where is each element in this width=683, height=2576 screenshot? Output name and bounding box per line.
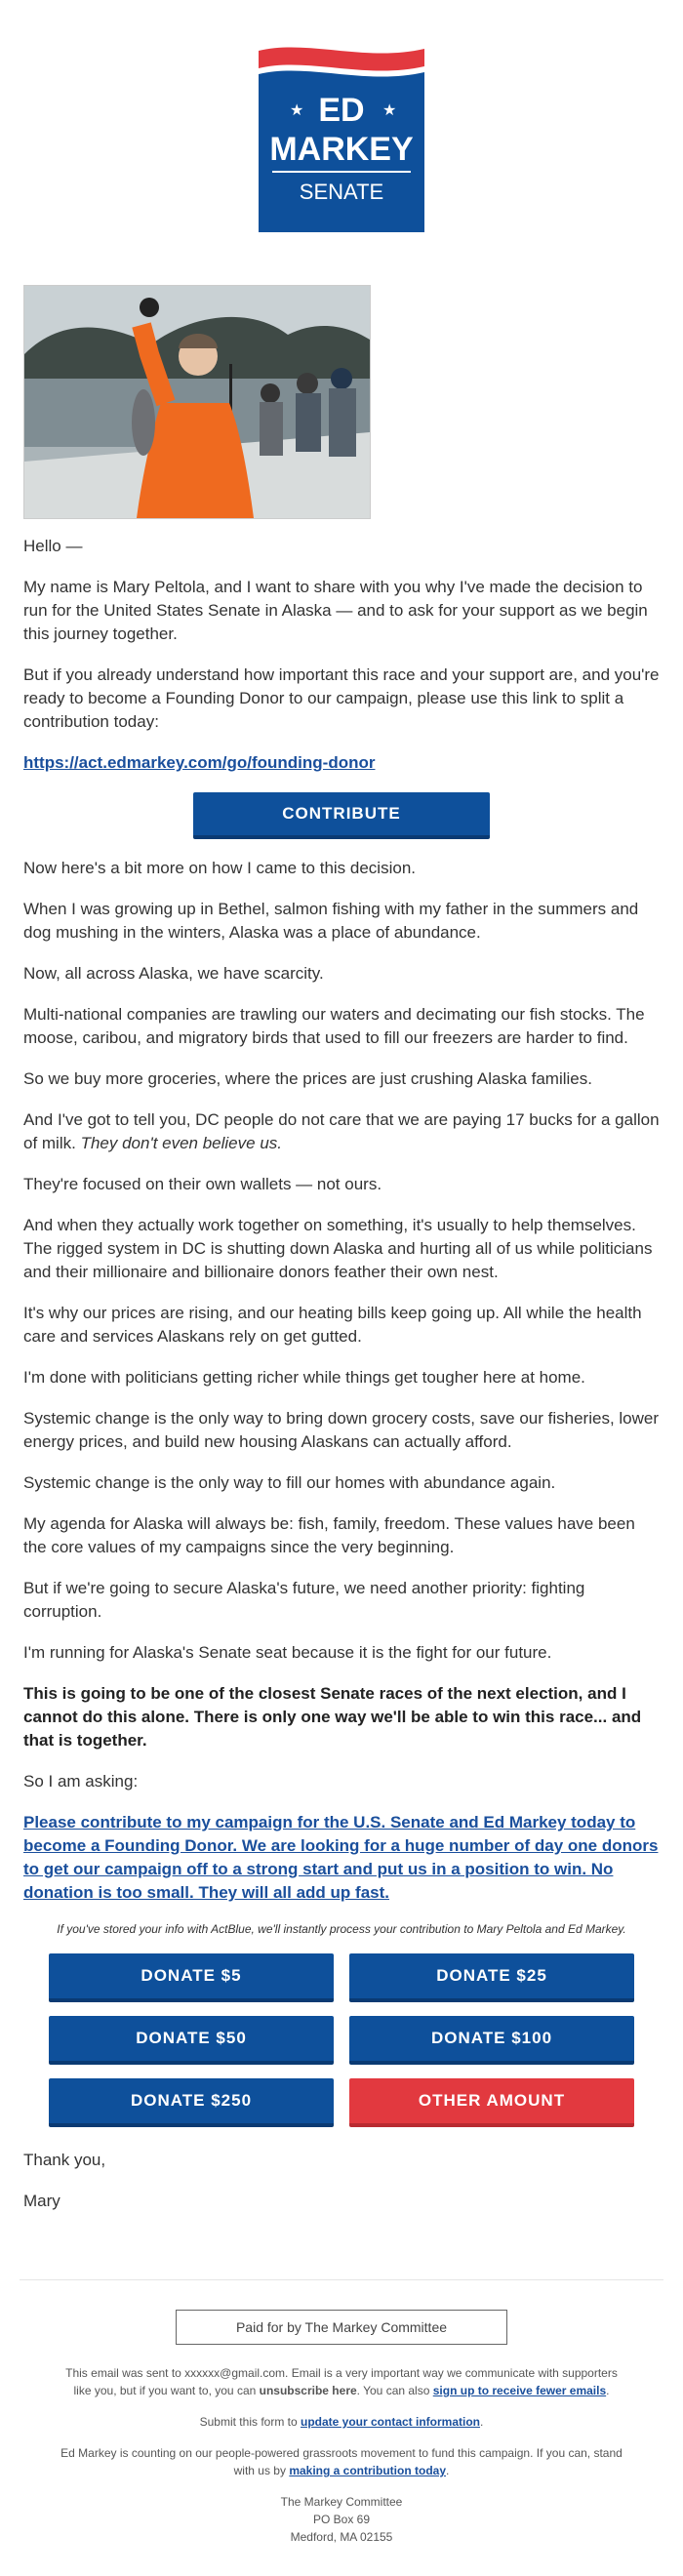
mailing-address (20, 2493, 663, 2546)
email-container (20, 0, 663, 2546)
milk-paragraph (23, 1108, 660, 1155)
funding-note-end: . (446, 2464, 450, 2477)
paragraph: And when they actually work together on something, it's usually to help themselves. The rigged system in DC is shutting down Alaska and hurting all of us while politicians and their millionaire and billionaire donors feather their own nest. (23, 1216, 653, 1281)
update-contact-link[interactable]: update your contact information (301, 2415, 481, 2429)
greeting: Hello — (23, 537, 83, 555)
paragraph: They're focused on their own wallets — not ours. (23, 1175, 382, 1193)
paragraph: Now here's a bit more on how I came to this decision. (23, 859, 416, 877)
markey-senate-logo (249, 39, 434, 234)
paragraph: Multi-national companies are trawling our waters and decimating our fish stocks. The moose, caribou, and migratory birds that used to fill our freezers are harder to find. (23, 1005, 645, 1047)
bold-paragraph: This is going to be one of the closest Senate races of the next election, and I cannot do this alone. There is only one way we'll be able to win this race... and that is together. (23, 1684, 642, 1750)
funding-note-text: Ed Markey is counting on our people-powered grassroots movement to fund this campaign. If you can, stand with us by (60, 2446, 623, 2477)
donate-button-grid (49, 1953, 634, 2127)
paragraph: So we buy more groceries, where the prices are just crushing Alaska families. (23, 1069, 592, 1088)
actblue-note: If you've stored your info with ActBlue, we'll instantly process your contribution to Mary Peltola and Ed Markey. (57, 1922, 626, 1936)
update-note-end: . (480, 2415, 484, 2429)
milk-paragraph-italic: They don't even believe us. (80, 1134, 282, 1152)
signoff: Thank you, (23, 2151, 106, 2169)
funding-note (20, 2444, 663, 2479)
other-amount-button[interactable]: OTHER AMOUNT (349, 2078, 634, 2127)
contribute-cta (23, 792, 660, 839)
svg-text:★: ★ (290, 101, 304, 119)
logo-line3: SENATE (299, 180, 384, 204)
donate-100-button[interactable]: DONATE $100 (349, 2016, 634, 2065)
email-note-end: . (606, 2384, 610, 2397)
paragraph: But if we're going to secure Alaska's future, we need another priority: fighting corruption. (23, 1579, 585, 1621)
donate-5-button[interactable]: DONATE $5 (49, 1953, 334, 2002)
paragraph: Systemic change is the only way to fill our homes with abundance again. (23, 1473, 556, 1492)
logo-line1: ED (318, 92, 365, 129)
founding-donor-ask-link[interactable]: Please contribute to my campaign for the U.S. Senate and Ed Markey today to become a Founding Donor. We are looking for a huge number of day one donors to get our campaign off to a strong start and put us in a position to win. No donation is too small. They will all add up fast. (23, 1813, 659, 1902)
paragraph: It's why our prices are rising, and our heating bills keep going up. All while the health care and services Alaskans rely on get gutted. (23, 1304, 642, 1346)
donate-250-button[interactable]: DONATE $250 (49, 2078, 334, 2127)
contribute-button[interactable]: CONTRIBUTE (193, 792, 490, 839)
email-note-mid: . You can also (356, 2384, 433, 2397)
paragraph: Now, all across Alaska, we have scarcity. (23, 964, 324, 983)
letter-body (20, 535, 663, 1905)
signoff-block (20, 2149, 663, 2213)
intro-paragraph-1: My name is Mary Peltola, and I want to share with you why I've made the decision to run for the United States Senate in Alaska — and to ask for your support as we begin this journey together. (23, 578, 648, 643)
asking-paragraph: So I am asking: (23, 1772, 139, 1791)
intro-paragraph-2: But if you already understand how important this race and your support are, and you're ready to become a Founding Donor to our campaign, please use this link to split a contribution today: (23, 665, 660, 731)
unsubscribe-text[interactable]: unsubscribe here (259, 2384, 357, 2397)
hero-photo (23, 285, 371, 519)
milk-paragraph-text: And I've got to tell you, DC people do not care that we are paying 17 bucks for a gallon of milk. (23, 1110, 660, 1152)
address-city: Medford, MA 02155 (290, 2530, 393, 2544)
make-contribution-link[interactable]: making a contribution today (289, 2464, 447, 2477)
logo-line2: MARKEY (269, 131, 414, 168)
address-org: The Markey Committee (280, 2495, 403, 2509)
footer (20, 2279, 663, 2546)
email-note (20, 2364, 663, 2399)
svg-text:★: ★ (382, 101, 397, 119)
signature: Mary (23, 2192, 60, 2210)
paragraph: I'm running for Alaska's Senate seat because it is the fight for our future. (23, 1643, 552, 1662)
paragraph: My agenda for Alaska will always be: fish, family, freedom. These values have been the core values of my campaigns since the very beginning. (23, 1514, 635, 1556)
update-note (20, 2413, 663, 2431)
paragraph: When I was growing up in Bethel, salmon fishing with my father in the summers and dog mushing in the winters, Alaska was a place of abundance. (23, 900, 639, 942)
donate-25-button[interactable]: DONATE $25 (349, 1953, 634, 2002)
update-note-text: Submit this form to (199, 2415, 301, 2429)
paragraph: I'm done with politicians getting richer while things get tougher here at home. (23, 1368, 585, 1387)
paid-for-box: Paid for by The Markey Committee (176, 2310, 507, 2345)
fewer-emails-link[interactable]: sign up to receive fewer emails (432, 2384, 607, 2397)
paragraph: Systemic change is the only way to bring down grocery costs, save our fisheries, lower energy prices, and build new housing Alaskans can actually afford. (23, 1409, 660, 1451)
donate-50-button[interactable]: DONATE $50 (49, 2016, 334, 2065)
address-po: PO Box 69 (312, 2513, 371, 2526)
email-note-text: This email was sent to xxxxxx@gmail.com. Email is a very important way we communicate with supporters like you, but if you want to, you can (65, 2366, 618, 2397)
founding-donor-link[interactable]: https://act.edmarkey.com/go/founding-donor (23, 753, 376, 772)
